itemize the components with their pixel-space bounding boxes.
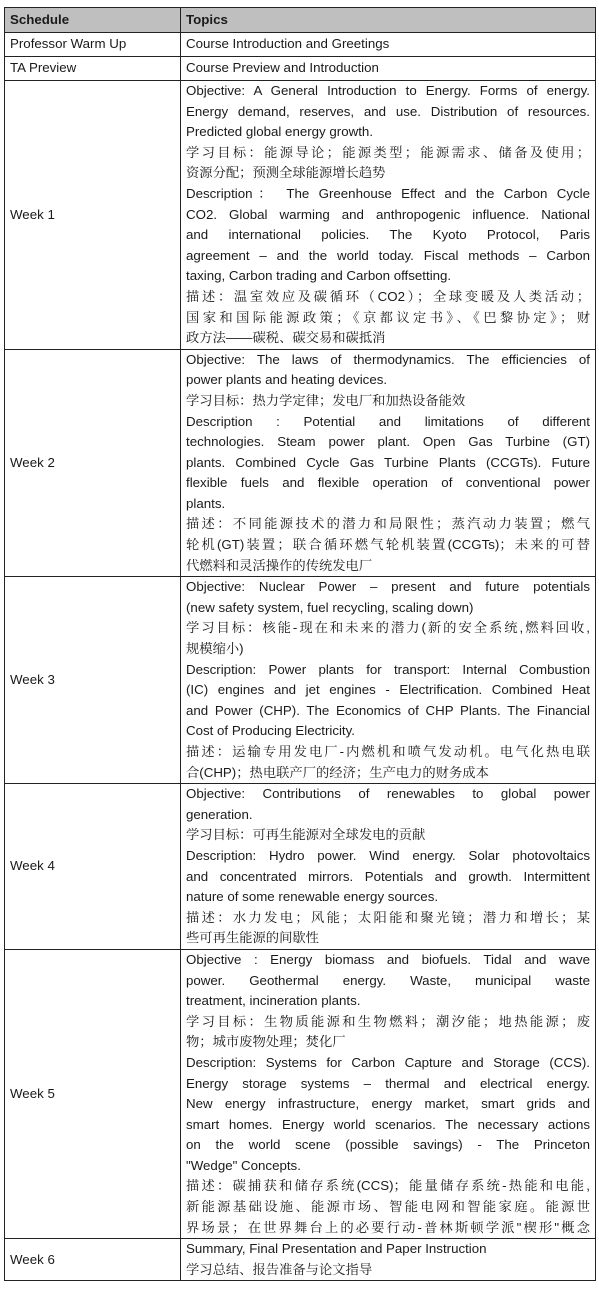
topic-line: 学习目标：能源导论；能源类型；能源需求、储备及使用； bbox=[186, 144, 590, 160]
topic-line: and concentrated mirrors. Potentials and growth. Intermittent bbox=[186, 868, 590, 884]
topic-line: generation. bbox=[186, 806, 253, 822]
table-row bbox=[5, 949, 596, 1238]
topic-line: 学习目标：核能-现在和未来的潜力(新的安全系统,燃料回收, bbox=[186, 620, 590, 636]
topic-line: 描述：温室效应及碳循环（CO2）；全球变暖及人类活动； bbox=[186, 288, 590, 304]
topics-cell bbox=[181, 349, 596, 577]
schedule-cell: Week 3 bbox=[5, 577, 181, 784]
topic-line: power plants and heating devices. bbox=[186, 372, 388, 388]
topic-line: on the world scene (possible savings) - The Princeton bbox=[186, 1137, 590, 1153]
topic-line: CO2. Global warming and anthropogenic influence. National bbox=[186, 206, 590, 222]
table-row bbox=[5, 784, 596, 950]
topic-line: 新能源基础设施、能源市场、智能电网和智能家庭。能源世 bbox=[186, 1199, 590, 1215]
topic-line: Summary, Final Presentation and Paper Instruction bbox=[186, 1241, 487, 1257]
schedule-table bbox=[4, 7, 596, 1281]
topic-line: Objective: Contributions of renewables to global power bbox=[186, 786, 590, 802]
topic-line: Objective: The laws of thermodynamics. The efficiencies of bbox=[186, 351, 590, 367]
topic-line: Objective : Energy biomass and biofuels. Tidal and wave bbox=[186, 951, 590, 967]
schedule-cell: Professor Warm Up bbox=[5, 33, 181, 57]
table-row bbox=[5, 81, 596, 350]
topic-line: Cost of Producing Electricity. bbox=[186, 723, 355, 739]
topics-cell bbox=[181, 784, 596, 950]
topic-line: 资源分配；预测全球能源增长趋势 bbox=[186, 165, 386, 181]
table-row bbox=[5, 57, 596, 81]
topic-line: technologies. Steam power plant. Open Gas Turbine (GT) bbox=[186, 434, 590, 450]
schedule-cell: TA Preview bbox=[5, 57, 181, 81]
topic-line: Predicted global energy growth. bbox=[186, 124, 374, 140]
topic-line: taxing, Carbon trading and Carbon offsetting. bbox=[186, 268, 452, 284]
schedule-rows bbox=[5, 33, 596, 1281]
topic-line: "Wedge" Concepts. bbox=[186, 1157, 301, 1173]
topic-line: Objective: A General Introduction to Energy. Forms of energy. bbox=[186, 83, 590, 98]
topics-cell bbox=[181, 57, 596, 81]
header-schedule: Schedule bbox=[5, 8, 181, 33]
topic-line: flexible fuels and flexible operation of conventional power bbox=[186, 475, 590, 491]
topic-line: nature of some renewable energy sources. bbox=[186, 889, 439, 905]
topic-line: 物；城市废物处理；焚化厂 bbox=[186, 1034, 346, 1050]
header-topics: Topics bbox=[181, 8, 596, 33]
topic-line: Course Preview and Introduction bbox=[186, 60, 379, 76]
topic-line: 学习目标：热力学定律；发电厂和加热设备能效 bbox=[186, 392, 466, 408]
schedule-cell: Week 5 bbox=[5, 949, 181, 1238]
topic-line: Objective: Nuclear Power – present and future potentials bbox=[186, 579, 590, 595]
topic-line: plants. Combined Cycle Gas Turbine Plants (CCGTs). Future bbox=[186, 454, 590, 470]
table-row bbox=[5, 1239, 596, 1281]
schedule-cell: Week 2 bbox=[5, 349, 181, 577]
topic-line: 政方法——碳税、碳交易和碳抵消 bbox=[186, 330, 386, 346]
topic-line: 描述：水力发电；风能；太阳能和聚光镜；潜力和增长；某 bbox=[186, 909, 590, 925]
schedule-cell: Week 1 bbox=[5, 81, 181, 350]
topics-cell bbox=[181, 33, 596, 57]
topic-line: 些可再生能源的间歇性 bbox=[186, 930, 319, 946]
topic-line: 学习目标：生物质能源和生物燃料；潮汐能；地热能源；废 bbox=[186, 1013, 590, 1029]
topic-line: Description: Hydro power. Wind energy. Solar photovoltaics bbox=[186, 847, 590, 863]
table-row bbox=[5, 577, 596, 784]
topic-line: Description: Systems for Carbon Capture and Storage (CCS). bbox=[186, 1054, 590, 1070]
topic-line: and Power (CHP). The Economics of CHP Plants. The Financial bbox=[186, 702, 590, 718]
topics-cell bbox=[181, 949, 596, 1238]
topic-line: 代燃料和灵活操作的传统发电厂 bbox=[186, 557, 373, 573]
topic-line: and international policies. The Kyoto Protocol, Paris bbox=[186, 227, 590, 243]
topics-cell bbox=[181, 81, 596, 350]
topic-line: treatment, incineration plants. bbox=[186, 993, 361, 1009]
topic-line: New energy infrastructure, energy market, smart grids and bbox=[186, 1096, 590, 1112]
table-row bbox=[5, 33, 596, 57]
topic-line: smart homes. Energy world scenarios. The necessary actions bbox=[186, 1116, 590, 1132]
topic-line: Description: Power plants for transport: Internal Combustion bbox=[186, 661, 590, 677]
topic-line: 轮机(GT)装置；联合循环燃气轮机装置(CCGTs)；未来的可替 bbox=[186, 537, 590, 553]
topic-line: plants. bbox=[186, 495, 226, 511]
topic-line: 界场景；在世界舞台上的必要行动-普林斯顿学派"楔形"概念 bbox=[186, 1219, 590, 1235]
table-row bbox=[5, 349, 596, 577]
topic-line: (IC) engines and jet engines - Electrification. Combined Heat bbox=[186, 682, 590, 698]
topic-line: 学习总结、报告准备与论文指导 bbox=[186, 1261, 373, 1277]
topic-line: 合(CHP)；热电联产厂的经济；生产电力的财务成本 bbox=[186, 764, 489, 780]
header-row bbox=[5, 8, 596, 33]
topic-line: 描述：碳捕获和储存系统(CCS)；能量储存系统-热能和电能, bbox=[186, 1178, 590, 1194]
topic-line: Energy demand, reserves, and use. Distribution of resources. bbox=[186, 103, 590, 119]
topics-cell bbox=[181, 577, 596, 784]
topic-line: 描述：运输专用发电厂-内燃机和喷气发动机。电气化热电联 bbox=[186, 744, 590, 759]
topic-line: Description : Potential and limitations of different bbox=[186, 413, 590, 429]
topic-line: agreement – and the world today. Fiscal methods – Carbon bbox=[186, 247, 590, 263]
topic-line: 国家和国际能源政策；《京都议定书》、《巴黎协定》；财 bbox=[186, 309, 590, 325]
topic-line: Description： The Greenhouse Effect and the Carbon Cycle bbox=[186, 185, 590, 201]
topics-cell bbox=[181, 1239, 596, 1281]
topic-line: (new safety system, fuel recycling, scaling down) bbox=[186, 599, 474, 615]
schedule-cell: Week 4 bbox=[5, 784, 181, 950]
topic-line: 规模缩小) bbox=[186, 641, 244, 657]
topic-line: Energy storage systems – thermal and electrical energy. bbox=[186, 1075, 590, 1091]
topic-line: power. Geothermal energy. Waste, municipal waste bbox=[186, 972, 590, 988]
topic-line: Course Introduction and Greetings bbox=[186, 36, 390, 52]
topic-line: 学习目标：可再生能源对全球发电的贡献 bbox=[186, 827, 426, 843]
topic-line: 描述：不同能源技术的潜力和局限性；蒸汽动力装置；燃气 bbox=[186, 516, 590, 532]
schedule-cell: Week 6 bbox=[5, 1239, 181, 1281]
